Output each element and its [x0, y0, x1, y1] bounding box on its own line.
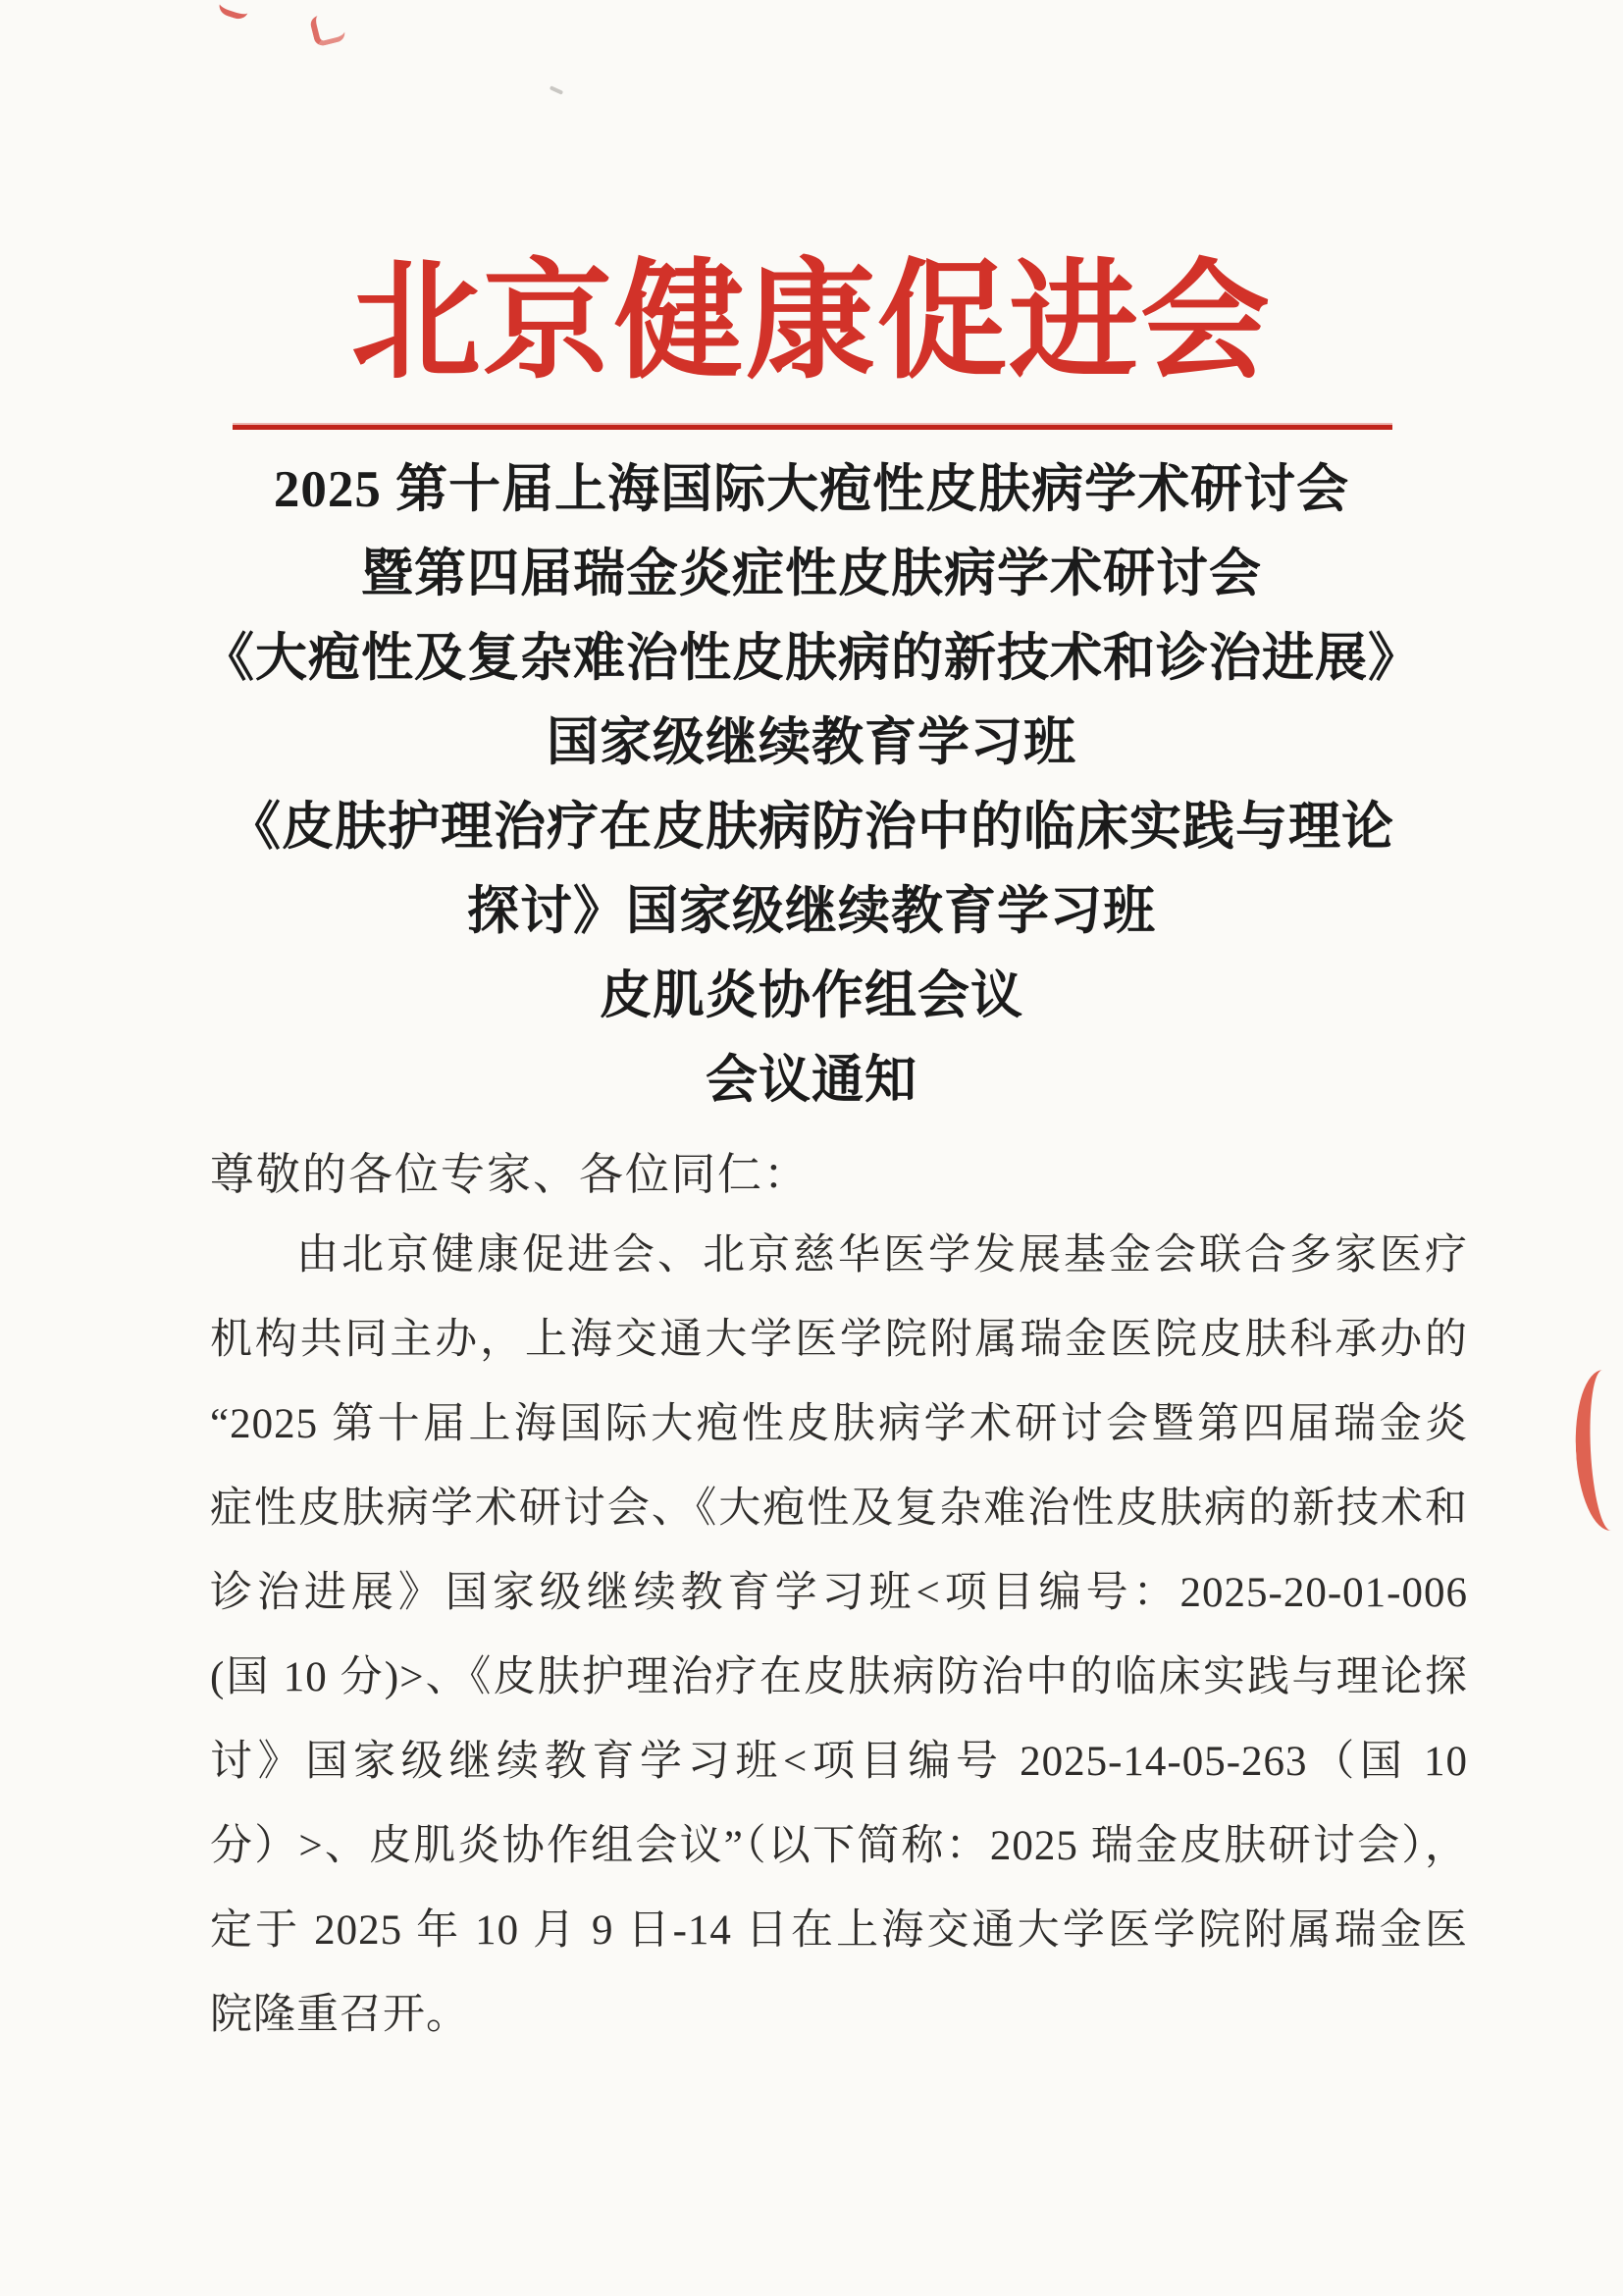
- body-line: 机构共同主办，上海交通大学医学院附属瑞金医院皮肤科承办的: [210, 1317, 1468, 1363]
- letterhead-divider-rule: [233, 425, 1392, 430]
- red-seal-fragment: [1572, 1368, 1623, 1532]
- body-paragraph: [210, 1214, 1468, 2058]
- notice-title-block: [0, 447, 1623, 1122]
- letterhead-org-title: 北京健康促进会: [351, 250, 1272, 394]
- body-line: (国 10 分)>、《皮肤护理治疗在皮肤病防治中的临床实践与理论探: [210, 1654, 1468, 1700]
- scan-artifact-red-2: [309, 11, 347, 48]
- body-line: “2025 第十届上海国际大疱性皮肤病学术研讨会暨第四届瑞金炎: [210, 1401, 1468, 1447]
- body-line: 诊治进展》国家级继续教育学习班<项目编号：2025-20-01-006: [210, 1570, 1468, 1616]
- notice-title-line: 《皮肤护理治疗在皮肤病防治中的临床实践与理论: [229, 799, 1394, 856]
- scan-artifact-speck: [550, 85, 563, 95]
- body-line: 由北京健康促进会、北京慈华医学发展基金会联合多家医疗: [296, 1232, 1468, 1278]
- body-line: 讨》国家级继续教育学习班<项目编号 2025-14-05-263（国 10: [210, 1739, 1468, 1785]
- notice-title-line: 暨第四届瑞金炎症性皮肤病学术研讨会: [361, 546, 1262, 602]
- notice-doc-type-line: 会议通知: [706, 1052, 917, 1109]
- body-line: 院隆重召开。: [210, 1992, 469, 2038]
- body-line: 症性皮肤病学术研讨会、《大疱性及复杂难治性皮肤病的新技术和: [210, 1486, 1468, 1532]
- notice-title-line: 国家级继续教育学习班: [547, 714, 1076, 771]
- notice-title-line: 皮肌炎协作组会议: [600, 967, 1023, 1024]
- notice-title-line: 《大疱性及复杂难治性皮肤病的新技术和诊治进展》: [202, 630, 1421, 687]
- notice-title-line: 2025 第十届上海国际大疱性皮肤病学术研讨会: [273, 461, 1350, 518]
- body-line: 定于 2025 年 10 月 9 日-14 日在上海交通大学医学院附属瑞金医: [210, 1907, 1468, 1954]
- scan-artifact-red-1: [217, 0, 252, 22]
- salutation-line: 尊敬的各位专家、各位同仁：: [210, 1150, 811, 1199]
- body-line: 分）>、皮肌炎协作组会议”（以下简称：2025 瑞金皮肤研讨会），: [210, 1823, 1468, 1869]
- notice-title-line: 探讨》国家级继续教育学习班: [467, 883, 1156, 940]
